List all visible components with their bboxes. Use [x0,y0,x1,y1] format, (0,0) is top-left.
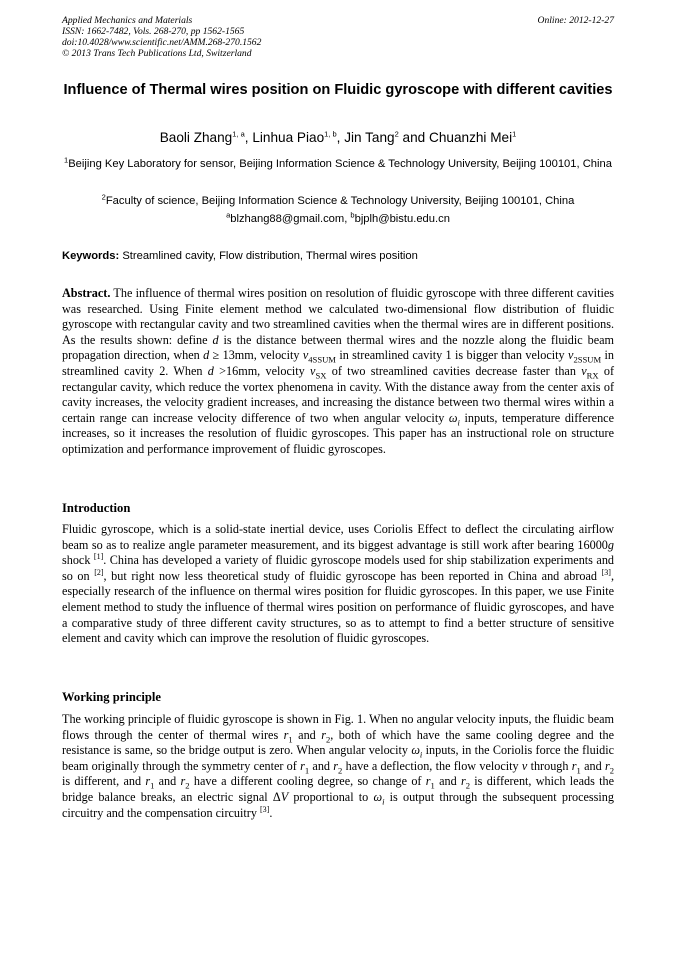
keywords-text: Streamlined cavity, Flow distribution, Thermal wires position [122,250,418,262]
citation-ref[interactable]: [3] [601,567,611,577]
keywords-line [62,250,614,262]
email-link[interactable]: blzhang88@gmail.com, [230,213,348,225]
affiliation-2: $^2$Faculty of science, Beijing Information Science & Technology University, Beijing 100101, China [101,192,575,207]
issn-line: ISSN: 1662-7482, Vols. 268-270, pp 1562-1565 [62,26,245,37]
citation-ref[interactable]: [2] [94,567,104,577]
online-date: Online: 2012-12-27 [537,15,614,26]
abstract-label: Abstract. [62,286,111,300]
author-name: Chuanzhi Mei [429,130,513,145]
author-sup: 1, b [324,129,337,139]
author-sup: 1, a [232,129,245,139]
author-name: Baoli Zhang [159,130,233,145]
journal-header [62,15,261,59]
section-heading-introduction: Introduction [62,501,131,515]
journal-name: Applied Mechanics and Materials [62,15,193,26]
citation-ref[interactable]: [1] [93,552,104,562]
author-name: Linhua Piao [252,130,325,145]
keywords-label: Keywords: [62,250,120,262]
author-list: Baoli Zhang$^{1, a}$, Linhua Piao$^{1, b}$, Jin Tang$^2$ and Chuanzhi Mei$^1$ [159,129,517,145]
author-sup: 2 [394,129,399,139]
author-sup: 1 [512,129,517,139]
citation-ref[interactable]: [3] [259,804,270,814]
author-name: Jin Tang [344,130,395,145]
section-heading-working-principle: Working principle [62,690,162,704]
doi-line: doi:10.4028/www.scientific.net/AMM.268-270.1562 [62,37,262,48]
author-emails: $^a$blzhang88@gmail.com, $^b$bjplh@bistu.edu.cn [226,210,450,225]
paper-title: Influence of Thermal wires position on Fluidic gyroscope with different cavities [63,82,613,98]
introduction-paragraph: Fluidic gyroscope, which is a solid-state inertial device, uses Coriolis Effect to deflect the circulating airflow beam so as to realize angle parameter measurement, and its biggest advantage is still work after bearing 16000g shock [1]. China has developed a variety of fluidic gyroscope models used for ship stabilization experiments and so on [2], but right now less theoretical study of fluidic gyroscope has been reported in China and abroad [3], especially research of the influence on thermal wires position for fluidic gyroscopes. In this paper, we use Finite element method to study the influence of thermal wires position on performance of fluidic gyroscopes, and have a comparative study of three different cavity structures, so as to attempt to find a better structure of sensitive element and cavity which can improve the resolution of fluidic gyroscopes. [62,522,615,646]
affiliation-1: $^1$Beijing Key Laboratory for sensor, Beijing Information Science & Technology University, Beijing 100101, China [64,155,612,170]
email-link[interactable]: bjplh@bistu.edu.cn [354,213,450,225]
abstract-paragraph: Abstract. The influence of thermal wires position on resolution of fluidic gyroscope with three different cavities was researched. Using Finite element method we calculated two-dimensional flow distribution of fluidic gyroscope with rectangular cavity and two streamlined cavities when the thermal wires are in different positions. As the results shown: define d is the distance between thermal wires and the nozzle along the fluidic beam propagation direction, when d ≥ 13mm, velocity $v_{4SSUM}$ in streamlined cavity 1 is bigger than velocity $v_{2SSUM}$ in streamlined cavity 2. When d >16mm, velocity $v_{SX}$ of two streamlined cavities decrease faster than $v_{RX}$ of rectangular cavity, which reduce the vortex phenomena in cavity. With the distance away from the center axis of cavity increases, the velocity gradient increases, and increasing the distance between two thermal wires within a certain range can increase velocity difference of two when angular velocity $\omega_i$ inputs, temperature difference increases, so it increases the resolution of fluidic gyroscopes. This paper has an instructional role on structure optimization and performance improvement of fluidic gyroscopes. [62,286,615,456]
working-principle-paragraph: The working principle of fluidic gyroscope is shown in Fig. 1. When no angular velocity inputs, the fluidic beam flows through the center of thermal wires $r_1$ and $r_2$, both of which have the same cooling degree and the resistance is same, so the bridge output is zero. When angular velocity $\omega_i$ inputs, in the Coriolis force the fluidic beam originally through the symmetry center of $r_1$ and $r_2$ have a deflection, the flow velocity v through $r_1$ and $r_2$ is different, and $r_1$ and $r_2$ have a different cooling degree, so change of $r_1$ and $r_2$ is different, which leads the bridge balance breaks, an electric signal ΔV proportional to $\omega_i$ is output through the subsequent processing circuitry and the compensation circuitry [3]. [62,712,615,820]
copyright-line: © 2013 Trans Tech Publications Ltd, Switzerland [62,48,252,59]
